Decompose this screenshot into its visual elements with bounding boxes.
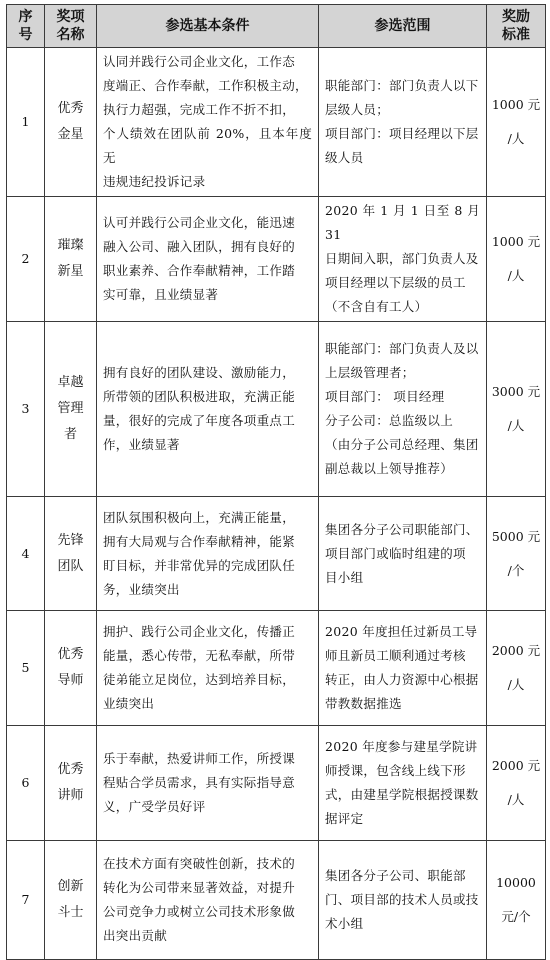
reward-line: 2000 元 [491, 643, 541, 658]
conditions-line: 量，很好的完成了年度各项重点工 [103, 413, 296, 428]
conditions-line: 业绩突出 [103, 696, 155, 711]
conditions-line: 职业素养、合作奉献精神，工作踏 [103, 263, 296, 278]
award-reward [487, 841, 546, 960]
scope-line: 师且新员工顺利通过考核 [325, 648, 466, 663]
name-line: 优秀 [57, 762, 84, 777]
reward-line: 10000 [496, 875, 536, 890]
award-conditions [97, 497, 319, 611]
conditions-line: 出突出贡献 [103, 928, 168, 943]
header-reward: 奖励 标准 [487, 5, 546, 48]
name-line: 创新 [57, 879, 84, 894]
reward-line: 元/个 [501, 909, 531, 924]
table-header-row [7, 5, 546, 48]
scope-line: 分子公司：总监级以上 [325, 413, 454, 428]
conditions-line: 乐于奉献，热爱讲师工作，所授课 [103, 751, 296, 766]
name-line: 管理 [57, 401, 84, 416]
row-index: 2 [7, 197, 45, 322]
name-line: 者 [63, 427, 77, 442]
award-scope [319, 611, 487, 726]
scope-line: 术小组 [325, 916, 364, 931]
table-row [7, 611, 546, 726]
header-award-name: 奖项 名称 [45, 5, 97, 48]
conditions-line: 实可靠，且业绩显著 [103, 287, 219, 302]
conditions-line: 拥有良好的团队建设、激励能力， [103, 365, 296, 380]
row-index: 7 [7, 841, 45, 960]
scope-line: 副总裁以上领导推荐） [325, 461, 454, 476]
conditions-line: 个人绩效在团队前 20%，且本年度无 [103, 126, 312, 165]
reward-line: 1000 元 [491, 234, 541, 249]
award-name [45, 726, 97, 841]
conditions-line: 义，广受学员好评 [103, 799, 206, 814]
table-row [7, 197, 546, 322]
reward-line: /人 [507, 418, 525, 433]
conditions-line: 融入公司、融入团队，拥有良好的 [103, 239, 296, 254]
reward-line: /人 [507, 131, 525, 146]
conditions-line: 转化为公司带来显著效益，对提升 [103, 880, 296, 895]
reward-line: /人 [507, 792, 525, 807]
scope-line: 层级人员； [325, 102, 390, 117]
award-scope [319, 197, 487, 322]
name-line: 斗士 [57, 905, 84, 920]
conditions-line: 在技术方面有突破性创新，技术的 [103, 856, 296, 871]
table-row [7, 48, 546, 197]
name-line: 团队 [57, 558, 84, 574]
conditions-line: 认同并践行公司企业文化，工作态 [103, 54, 296, 69]
conditions-line: 拥护、践行公司企业文化，传播正 [103, 624, 296, 639]
scope-line: 2020 年度参与建星学院讲 [325, 739, 478, 754]
scope-line: 上层级管理者； [325, 365, 415, 380]
award-name [45, 497, 97, 611]
award-reward [487, 322, 546, 497]
scope-line: 项目部门： 项目经理 [325, 389, 445, 404]
scope-line: 带教数据推选 [325, 696, 402, 711]
award-conditions [97, 726, 319, 841]
name-line: 优秀 [57, 647, 84, 662]
award-scope [319, 841, 487, 960]
scope-line: （不含自有工人） [325, 299, 428, 314]
reward-line: 1000 元 [491, 97, 541, 112]
award-name [45, 611, 97, 726]
conditions-line: 所带领的团队积极进取，充满正能 [103, 389, 296, 404]
award-reward [487, 197, 546, 322]
name-line: 导师 [57, 673, 84, 688]
reward-line: /人 [507, 268, 525, 283]
table-row [7, 497, 546, 611]
award-conditions [97, 322, 319, 497]
conditions-line: 能量，悉心传带，无私奉献，所带 [103, 648, 296, 663]
scope-line: 式，由建星学院根据授课数 [325, 787, 479, 802]
award-name [45, 48, 97, 197]
scope-line: 2020 年度担任过新员工导 [325, 624, 478, 639]
name-line: 先锋 [57, 532, 84, 548]
award-conditions [97, 841, 319, 960]
award-scope [319, 48, 487, 197]
scope-line: 日期间入职，部门负责人及 [325, 251, 479, 266]
award-conditions [97, 48, 319, 197]
name-line: 金星 [57, 127, 84, 142]
conditions-line: 务，业绩突出 [103, 581, 180, 597]
scope-line: 项目部门或临时组建的项 [325, 545, 466, 561]
scope-line: 级人员 [325, 150, 364, 165]
row-index: 4 [7, 497, 45, 611]
header-conditions: 参选基本条件 [97, 5, 319, 48]
name-line: 讲师 [57, 788, 84, 803]
reward-line: 5000 元 [491, 528, 541, 544]
scope-line: （由分子公司总经理、集团 [325, 437, 479, 452]
award-conditions [97, 611, 319, 726]
row-index: 5 [7, 611, 45, 726]
row-index: 1 [7, 48, 45, 197]
row-index: 3 [7, 322, 45, 497]
scope-line: 目小组 [325, 569, 364, 585]
award-name [45, 841, 97, 960]
conditions-line: 团队氛围积极向上，充满正能量， [103, 509, 296, 525]
award-reward [487, 497, 546, 611]
table-body [7, 48, 546, 960]
reward-line: 3000 元 [491, 384, 541, 399]
conditions-line: 程贴合学员需求，具有实际指导意 [103, 775, 296, 790]
conditions-line: 公司竞争力或树立公司技术形象做 [103, 904, 296, 919]
award-name [45, 197, 97, 322]
table-row [7, 322, 546, 497]
scope-line: 转正，由人力资源中心根据 [325, 672, 479, 687]
award-scope [319, 497, 487, 611]
name-line: 璀璨 [57, 238, 84, 253]
scope-line: 门、项目部的技术人员或技 [325, 892, 479, 907]
scope-line: 项目经理以下层级的员工 [325, 275, 466, 290]
award-reward [487, 611, 546, 726]
award-scope [319, 322, 487, 497]
scope-line: 职能部门：部门负责人以下 [325, 78, 479, 93]
scope-line: 师授课，包含线上线下形 [325, 763, 466, 778]
header-scope: 参选范围 [319, 5, 487, 48]
award-conditions [97, 197, 319, 322]
header-index: 序 号 [7, 5, 45, 48]
scope-line: 项目部门：项目经理以下层 [325, 126, 479, 141]
table-row [7, 841, 546, 960]
conditions-line: 认可并践行公司企业文化，能迅速 [103, 215, 296, 230]
name-line: 新星 [57, 264, 84, 279]
award-reward [487, 726, 546, 841]
scope-line: 集团各分子公司、职能部 [325, 868, 466, 883]
conditions-line: 徒弟能立足岗位，达到培养目标， [103, 672, 296, 687]
row-index: 6 [7, 726, 45, 841]
conditions-line: 执行力超强，完成工作不折不扣， [103, 102, 296, 117]
scope-line: 集团各分子公司职能部门、 [325, 521, 479, 537]
scope-line: 2020 年 1 月 1 日至 8 月 31 [325, 203, 480, 242]
conditions-line: 违规违纪投诉记录 [103, 174, 206, 189]
reward-line: /人 [507, 677, 525, 692]
reward-line: /个 [507, 562, 525, 578]
award-criteria-table [6, 4, 546, 960]
scope-line: 职能部门：部门负责人及以 [325, 341, 479, 356]
conditions-line: 拥有大局观与合作奉献精神，能紧 [103, 533, 296, 549]
conditions-line: 盯目标，并非常优异的完成团队任 [103, 557, 296, 573]
award-name [45, 322, 97, 497]
name-line: 优秀 [57, 101, 84, 116]
award-scope [319, 726, 487, 841]
scope-line: 据评定 [325, 811, 364, 826]
table-row [7, 726, 546, 841]
reward-line: 2000 元 [491, 758, 541, 773]
conditions-line: 作，业绩显著 [103, 437, 180, 452]
award-reward [487, 48, 546, 197]
name-line: 卓越 [57, 375, 84, 390]
conditions-line: 度端正、合作奉献，工作积极主动， [103, 78, 308, 93]
